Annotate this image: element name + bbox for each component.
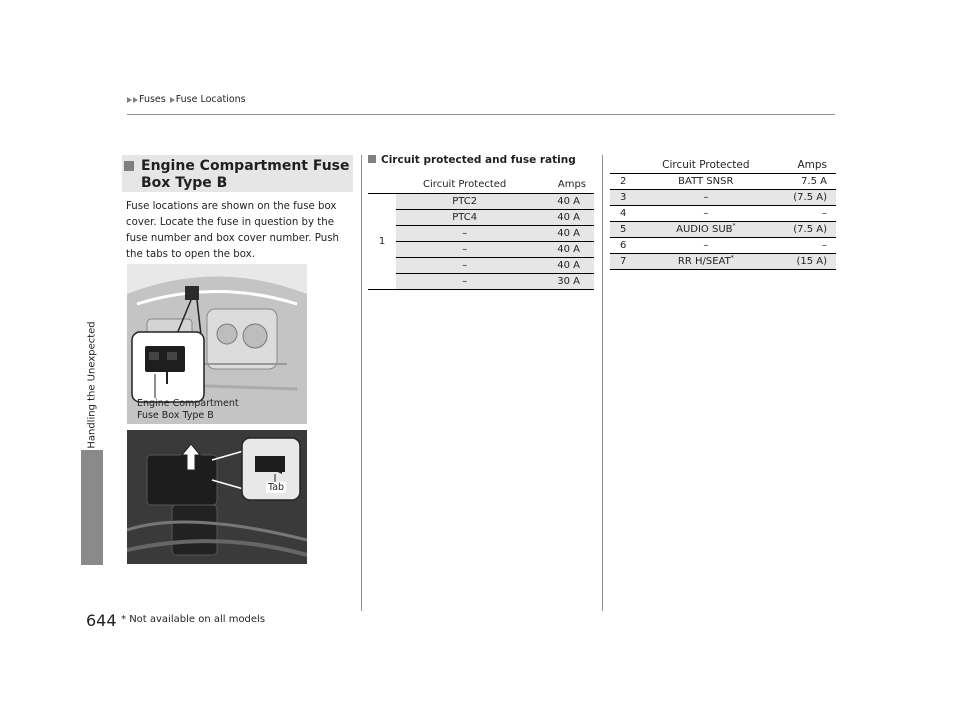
circuit-cell: RR H/SEAT* [640,254,772,270]
table-row [368,242,594,258]
col-circuit-protected: Circuit Protected [640,157,772,174]
amps-cell: (15 A) [772,254,836,270]
circuit-cell: PTC4 [396,210,533,226]
table1-heading: Circuit protected and fuse rating [368,154,576,166]
footnote-text: Not available on all models [129,614,266,625]
amps-cell: – [772,206,836,222]
fuse-number: 3 [610,190,640,206]
circuit-cell: – [396,258,533,274]
circuit-cell: – [396,242,533,258]
circuit-cell: – [396,274,533,290]
amps-cell: 30 A [533,274,594,290]
section-title: Engine Compartment Fuse Box Type B [141,158,350,191]
circuit-cell: – [640,190,772,206]
table-row [610,222,836,238]
table-row [610,174,836,190]
circuit-cell: – [640,238,772,254]
fuse-number: 6 [610,238,640,254]
section-heading [122,155,353,192]
table-row [368,226,594,242]
amps-cell: 40 A [533,194,594,210]
side-chapter-label [82,310,102,460]
amps-cell: 40 A [533,258,594,274]
caption-tab: Tab [268,482,285,493]
amps-cell: 40 A [533,226,594,242]
column-divider [361,155,362,611]
triangle-bullet-icon [133,97,138,103]
col-circuit-protected: Circuit Protected [396,176,533,194]
column-divider [602,155,603,611]
table-row [610,254,836,270]
side-chapter-text: Handling the Unexpected [86,321,98,449]
amps-cell: – [772,238,836,254]
table-row [368,258,594,274]
table-header-row [610,157,836,174]
square-bullet-icon [124,161,134,171]
fuse-number: 1 [368,194,396,290]
table-header-row [368,176,594,194]
col-amps: Amps [533,176,594,194]
fuse-number: 7 [610,254,640,270]
footnote [121,614,265,625]
triangle-bullet-icon [170,97,175,103]
breadcrumb-item-fuses[interactable]: Fuses [139,94,166,105]
circuit-cell: BATT SNSR [640,174,772,190]
circuit-cell: – [640,206,772,222]
amps-cell: 40 A [533,242,594,258]
breadcrumb [127,94,250,105]
amps-cell: (7.5 A) [772,222,836,238]
footnote-star: * [121,614,126,625]
fuse-number: 5 [610,222,640,238]
fuse-box-drawing [127,430,307,564]
caption-engine-fuse-box: Engine Compartment Fuse Box Type B [137,398,239,421]
table-row [610,190,836,206]
breadcrumb-item-fuse-locations[interactable]: Fuse Locations [175,94,246,105]
fuse-number: 4 [610,206,640,222]
triangle-bullet-icon [127,97,132,103]
section-paragraph: Fuse locations are shown on the fuse box cover. Locate the fuse in question by the fuse number and box cover number. Push the tabs to open the box. [126,201,339,260]
fuse-table-1 [368,176,594,290]
amps-cell: 40 A [533,210,594,226]
amps-cell: (7.5 A) [772,190,836,206]
circuit-cell: PTC2 [396,194,533,210]
circuit-cell: – [396,226,533,242]
circuit-cell: AUDIO SUB* [640,222,772,238]
fuse-number: 2 [610,174,640,190]
fuse-box-tab-illustration [127,430,307,564]
header-divider [127,114,835,115]
square-bullet-icon [368,155,376,163]
amps-cell: 7.5 A [772,174,836,190]
col-amps: Amps [772,157,836,174]
table-row [368,210,594,226]
side-chapter-tab [81,450,103,565]
table-row [610,238,836,254]
fuse-table-2 [610,157,836,270]
table-row [368,274,594,290]
table-row [368,194,594,210]
page-number: 644 [86,611,117,630]
footnote-star: * [732,222,736,230]
footnote-star: * [730,254,734,262]
table-row [610,206,836,222]
